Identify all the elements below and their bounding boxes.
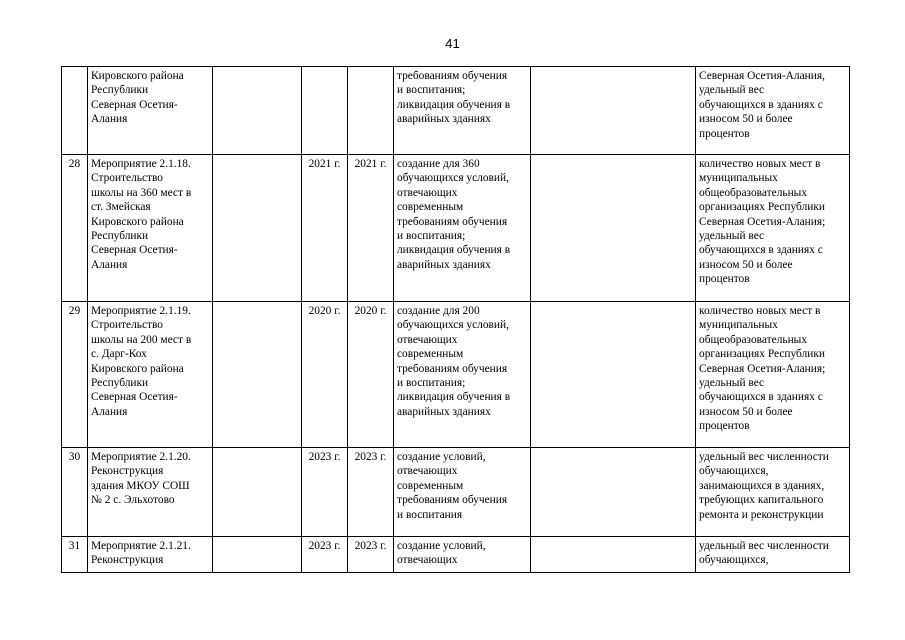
start-year: 2020 г.	[302, 302, 348, 448]
executor-cell	[213, 155, 302, 302]
activity-name: Мероприятие 2.1.18. Строительство школы на 360 мест в ст. Змейская Кировского района Республики Северная Осетия- Алания	[88, 155, 213, 302]
table-row	[62, 448, 850, 537]
start-year: 2021 г.	[302, 155, 348, 302]
activity-name: Кировского района Республики Северная Осетия- Алания	[88, 67, 213, 155]
indicator-cell: удельный вес численности обучающихся,	[696, 537, 850, 573]
activity-name: Мероприятие 2.1.20. Реконструкция здания МКОУ СОШ № 2 с. Эльхотово	[88, 448, 213, 537]
row-number: 29	[62, 302, 88, 448]
executor-cell	[213, 537, 302, 573]
executor-cell	[213, 67, 302, 155]
row-number	[62, 67, 88, 155]
expected-result: создание условий, отвечающих современным требованиям обучения и воспитания	[394, 448, 531, 537]
end-year: 2021 г.	[348, 155, 394, 302]
page-number: 41	[445, 36, 460, 51]
extra-cell	[531, 155, 696, 302]
extra-cell	[531, 67, 696, 155]
expected-result: создание для 360 обучающихся условий, отвечающих современным требованиям обучения и воспитания; ликвидация обучения в аварийных зданиях	[394, 155, 531, 302]
extra-cell	[531, 302, 696, 448]
table-row	[62, 302, 850, 448]
expected-result: создание для 200 обучающихся условий, отвечающих современным требованиям обучения и воспитания; ликвидация обучения в аварийных зданиях	[394, 302, 531, 448]
table-row	[62, 155, 850, 302]
extra-cell	[531, 448, 696, 537]
indicator-cell: удельный вес численности обучающихся, занимающихся в зданиях, требующих капитального ремонта и реконструкции	[696, 448, 850, 537]
executor-cell	[213, 448, 302, 537]
activity-name: Мероприятие 2.1.21. Реконструкция	[88, 537, 213, 573]
table-row	[62, 67, 850, 155]
end-year: 2023 г.	[348, 537, 394, 573]
end-year: 2023 г.	[348, 448, 394, 537]
indicator-cell: количество новых мест в муниципальных общеобразовательных организациях Республики Северная Осетия-Алания; удельный вес обучающихся в зданиях с износом 50 и более процентов	[696, 155, 850, 302]
end-year	[348, 67, 394, 155]
row-number: 28	[62, 155, 88, 302]
activity-name: Мероприятие 2.1.19. Строительство школы на 200 мест в с. Дарг-Кох Кировского района Республики Северная Осетия- Алания	[88, 302, 213, 448]
end-year: 2020 г.	[348, 302, 394, 448]
table-row	[62, 537, 850, 573]
start-year: 2023 г.	[302, 448, 348, 537]
extra-cell	[531, 537, 696, 573]
start-year: 2023 г.	[302, 537, 348, 573]
expected-result: создание условий, отвечающих	[394, 537, 531, 573]
indicator-cell: количество новых мест в муниципальных общеобразовательных организациях Республики Северная Осетия-Алания; удельный вес обучающихся в зданиях с износом 50 и более процентов	[696, 302, 850, 448]
indicator-cell: Северная Осетия-Алания, удельный вес обучающихся в зданиях с износом 50 и более процентов	[696, 67, 850, 155]
row-number: 30	[62, 448, 88, 537]
row-number: 31	[62, 537, 88, 573]
program-activities-table	[61, 66, 850, 573]
table-body	[62, 67, 850, 573]
start-year	[302, 67, 348, 155]
expected-result: требованиям обучения и воспитания; ликвидация обучения в аварийных зданиях	[394, 67, 531, 155]
executor-cell	[213, 302, 302, 448]
